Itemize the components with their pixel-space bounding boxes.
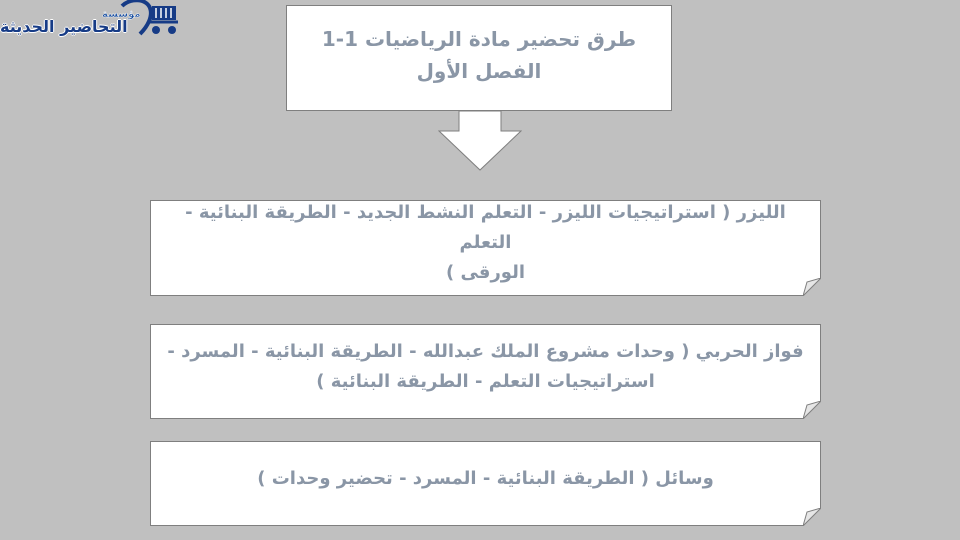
card-line-2: استراتيجيات التعلم - الطريقة البنائية ) xyxy=(316,370,655,392)
card-line-1: فواز الحربي ( وحدات مشروع الملك عبدالله - الطريقة البنائية - المسرد - xyxy=(167,340,804,362)
title-line-1: طرق تحضير مادة الرياضيات 1-1 xyxy=(321,27,637,51)
title-line-2: الفصل الأول xyxy=(416,59,542,83)
card-text xyxy=(161,198,810,288)
title-box xyxy=(286,5,672,111)
page-title xyxy=(322,23,636,87)
down-arrow-icon xyxy=(438,110,522,172)
card-line-1: وسائل ( الطريقة البنائية - المسرد - تحضير وحدات ) xyxy=(257,467,714,489)
card-line-2: الورقى ) xyxy=(445,262,526,283)
method-card-fawaz xyxy=(150,324,821,419)
method-card-laser xyxy=(150,200,821,296)
logo-title: التحاضير الحديثة xyxy=(0,17,128,36)
method-card-tools xyxy=(150,441,821,526)
logo-subtitle: مؤسسة xyxy=(102,9,141,20)
folded-corner-icon xyxy=(803,278,821,296)
folded-corner-icon xyxy=(803,401,821,419)
card-text xyxy=(167,337,803,397)
card-text xyxy=(257,464,714,494)
folded-corner-icon xyxy=(803,508,821,526)
card-line-1: الليزر ( استراتيجيات الليزر - التعلم النشط الجديد - الطريقة البنائية - التعلم xyxy=(185,202,786,253)
brand-logo xyxy=(0,0,185,44)
